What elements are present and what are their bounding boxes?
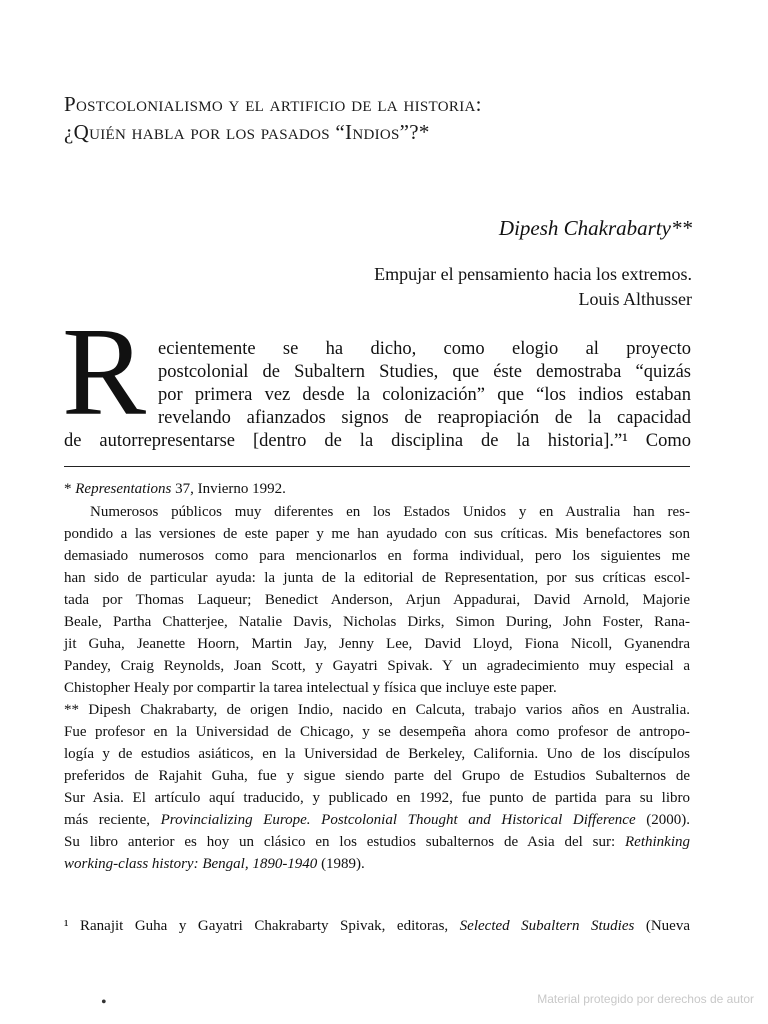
footnote-star-reference: * Representations 37, Invierno 1992. xyxy=(64,481,286,497)
drop-cap: R xyxy=(62,303,147,442)
footnote-author-line: Fue profesor en la Universidad de Chicago, y se desempeña ahora como profesor de antropo- xyxy=(64,724,690,740)
footnote-star-line: Pandey, Craig Reynolds, Joan Scott, y Gayatri Spivak. Y un agradecimiento muy especial a xyxy=(64,658,690,674)
footnote-star-line: tada por Thomas Laqueur; Benedict Anderson, Arjun Appadurai, David Arnold, Majorie xyxy=(64,592,690,608)
footnote-rule xyxy=(64,466,690,467)
footnote-star-line: Beale, Partha Chatterjee, Natalie Davis, Nicholas Dirks, Simon During, John Foster, Rana- xyxy=(64,614,690,630)
body-line-4: revelando afianzados signos de reapropiación de la capacidad xyxy=(158,408,691,428)
footnote-author-line: working-class history: Bengal, 1890-1940 (1989). xyxy=(64,856,365,872)
footnote-author-line: preferidos de Rajahit Guha, fue y sigue siendo parte del Grupo de Estudios Subalternos de xyxy=(64,768,690,784)
title-line-2: ¿Quién habla por los pasados “Indios”?* xyxy=(64,120,430,144)
footnote-star-line: Numerosos públicos muy diferentes en los Estados Unidos y en Australia han res- xyxy=(90,504,690,520)
epigraph xyxy=(374,262,692,312)
footnote-author-line: logía y de estudios asiáticos, en la Universidad de Berkeley, California. Uno de los discípulos xyxy=(64,746,690,762)
body-line-2: postcolonial de Subaltern Studies, que éste demostraba “quizás xyxy=(158,362,691,382)
epigraph-attribution: Louis Althusser xyxy=(578,289,692,309)
footnote-author-line: ** Dipesh Chakrabarty, de origen Indio, nacido en Calcuta, trabajo varios años en Australia. xyxy=(64,702,690,718)
footnote-star-line: jit Guha, Jeanette Hoorn, Martin Jay, Jenny Lee, David Lloyd, Fiona Nicoll, Gyanendra xyxy=(64,636,690,652)
footnote-author-line: Su libro anterior es hoy un clásico en los estudios subalternos de Asia del sur: Rethinking xyxy=(64,834,690,850)
footnote-author-line: más reciente, Provincializing Europe. Postcolonial Thought and Historical Difference (2000). xyxy=(64,812,690,828)
footnote-1: ¹ Ranajit Guha y Gayatri Chakrabarty Spivak, editoras, Selected Subaltern Studies (Nueva xyxy=(64,918,690,934)
footnote-author-line: Sur Asia. El artículo aquí traducido, y publicado en 1992, fue punto de partida para su libro xyxy=(64,790,690,806)
title-line-1: Postcolonialismo y el artificio de la historia: xyxy=(64,92,482,116)
body-line-3: por primera vez desde la colonización” que “los indios estaban xyxy=(158,385,691,405)
body-line-1: ecientemente se ha dicho, como elogio al proyecto xyxy=(158,339,691,359)
footnote-star-line: han sido de particular ayuda: la junta de la editorial de Representation, por sus críticas escol- xyxy=(64,570,690,586)
footnote-star-line: demasiado numerosos como para mencionarlos en forma individual, pero los siguientes me xyxy=(64,548,690,564)
footnote-star-line: pondido a las versiones de este paper y me han ayudado con sus críticas. Mis benefactores son xyxy=(64,526,690,542)
author-name: Dipesh Chakrabarty** xyxy=(498,216,692,240)
stray-mark: • xyxy=(101,994,107,1011)
footnote-star-line: Chistopher Healy por compartir la tarea intelectual y física que incluye este paper. xyxy=(64,680,557,696)
epigraph-quote: Empujar el pensamiento hacia los extremos. xyxy=(374,264,692,284)
copyright-watermark: Material protegido por derechos de autor xyxy=(537,992,754,1006)
body-line-5: de autorrepresentarse [dentro de la disciplina de la historia].”¹ Como xyxy=(64,431,691,451)
